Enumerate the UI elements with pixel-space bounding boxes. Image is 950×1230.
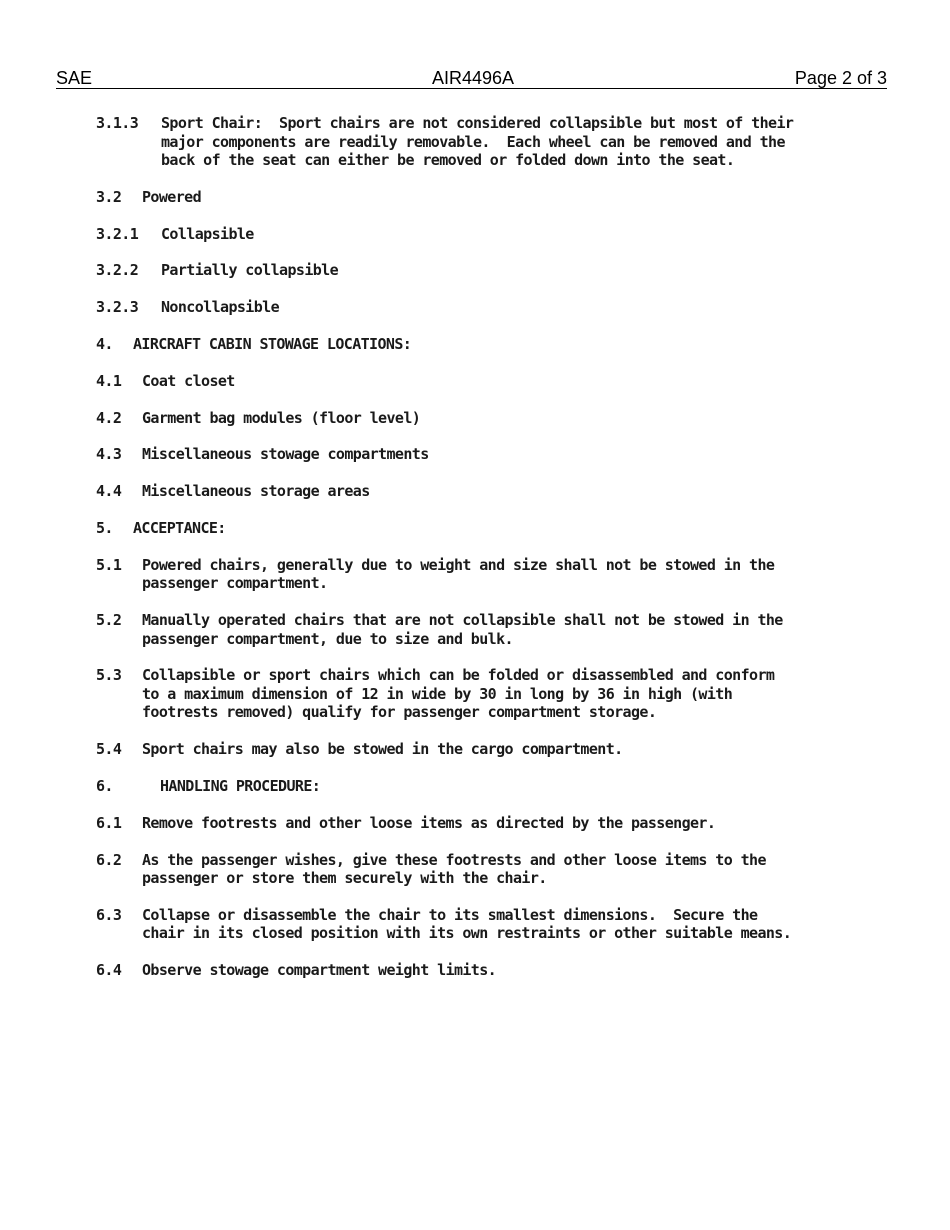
- section-number: 6.2: [96, 850, 122, 869]
- section-text: Miscellaneous stowage compartments: [142, 445, 429, 464]
- section-number: 6.: [96, 776, 113, 795]
- section-5-2: [96, 611, 876, 648]
- section-text: Manually operated chairs that are not collapsible shall not be stowed in the passenger compartment, due to size and bulk.: [142, 611, 783, 648]
- section-text: Partially collapsible: [161, 261, 339, 280]
- section-number: 4.1: [96, 371, 122, 390]
- section-number: 4.2: [96, 408, 122, 427]
- section-number: 3.2: [96, 187, 122, 206]
- header-doc-number: AIR4496A: [432, 68, 515, 88]
- section-number: 6.1: [96, 813, 122, 832]
- section-number: 6.3: [96, 905, 122, 924]
- section-6-3: [96, 906, 876, 943]
- section-3-1-3: [96, 114, 876, 170]
- section-3-2-3: [96, 298, 876, 317]
- section-3-2-1: [96, 225, 876, 244]
- section-text: Coat closet: [142, 371, 235, 390]
- section-text: Observe stowage compartment weight limits.: [142, 961, 497, 980]
- section-number: 3.1.3: [96, 114, 139, 132]
- section-number: 5.: [96, 518, 113, 537]
- section-heading: ACCEPTANCE:: [133, 518, 226, 537]
- section-6: [96, 777, 876, 796]
- section-heading: HANDLING PROCEDURE:: [160, 776, 321, 795]
- section-text: Sport Chair: Sport chairs are not considered collapsible but most of their major components are readily removable. Each wheel can be removed and the back of the seat can either be removed or folded down into the seat.: [161, 114, 794, 169]
- section-text: As the passenger wishes, give these footrests and other loose items to the passenger or store them securely with the chair.: [142, 850, 766, 888]
- section-text: Powered chairs, generally due to weight and size shall not be stowed in the passenger compartment.: [142, 555, 775, 593]
- section-number: 5.2: [96, 611, 122, 630]
- section-text: Collapse or disassemble the chair to its smallest dimensions. Secure the chair in its closed position with its own restraints or other suitable means.: [142, 905, 792, 943]
- section-number: 3.2.1: [96, 224, 139, 243]
- section-text: Collapsible or sport chairs which can be folded or disassembled and conform to a maximum dimension of 12 in wide by 30 in long by 36 in high (with footrests removed) qualify for passenger compartment storage.: [142, 666, 775, 722]
- document-body: [96, 114, 876, 998]
- section-4-3: [96, 445, 876, 464]
- section-text: Powered: [142, 187, 202, 206]
- section-text: Remove footrests and other loose items as directed by the passenger.: [142, 813, 716, 832]
- section-number: 5.4: [96, 740, 122, 759]
- section-heading: AIRCRAFT CABIN STOWAGE LOCATIONS:: [133, 334, 412, 353]
- section-4-1: [96, 372, 876, 391]
- section-text: Noncollapsible: [161, 298, 280, 317]
- section-3-2: [96, 188, 876, 207]
- section-6-2: [96, 851, 876, 888]
- header-org: SAE: [56, 68, 93, 88]
- section-number: 5.1: [96, 555, 122, 574]
- section-4-4: [96, 482, 876, 501]
- section-6-1: [96, 814, 876, 833]
- section-number: 3.2.3: [96, 298, 139, 317]
- section-number: 5.3: [96, 666, 122, 685]
- header-page-number: Page 2 of 3: [794, 68, 887, 88]
- section-5-1: [96, 556, 876, 593]
- section-number: 4.3: [96, 445, 122, 464]
- section-3-2-2: [96, 261, 876, 280]
- section-number: 4.: [96, 334, 113, 353]
- section-number: 4.4: [96, 482, 122, 501]
- section-text: Sport chairs may also be stowed in the cargo compartment.: [142, 740, 623, 759]
- section-text: Garment bag modules (floor level): [142, 408, 421, 427]
- section-5: [96, 519, 876, 538]
- section-5-3: [96, 666, 876, 722]
- section-4-2: [96, 409, 876, 428]
- section-text: Miscellaneous storage areas: [142, 482, 370, 501]
- section-4: [96, 335, 876, 354]
- page-header: [56, 68, 887, 89]
- section-5-4: [96, 740, 876, 759]
- section-text: Collapsible: [161, 224, 254, 243]
- section-6-4: [96, 961, 876, 980]
- section-number: 6.4: [96, 961, 122, 980]
- section-number: 3.2.2: [96, 261, 139, 280]
